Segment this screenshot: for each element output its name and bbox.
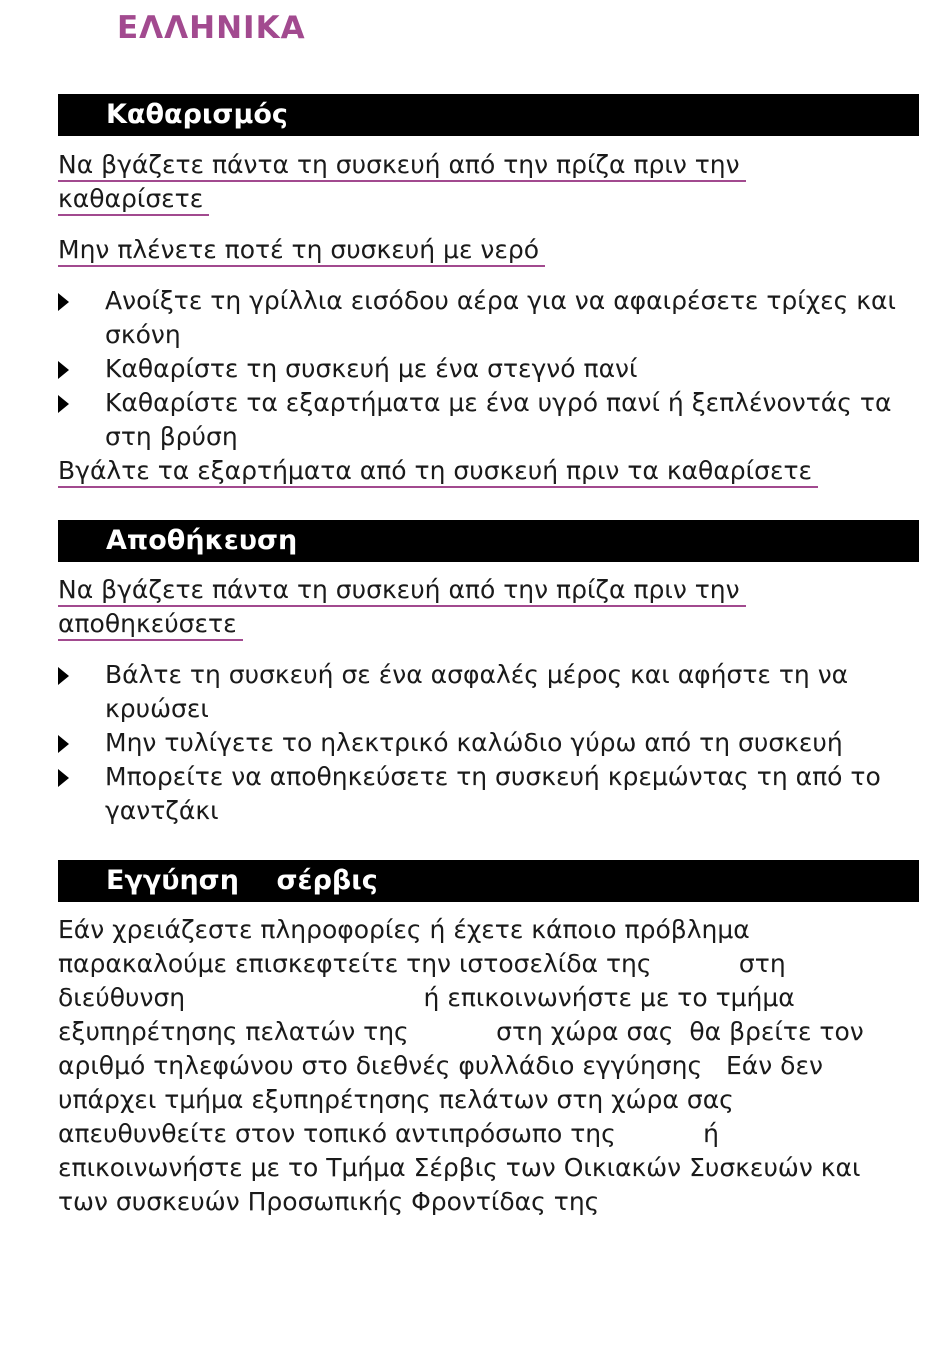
bullet-icon <box>58 293 69 311</box>
bullet-icon <box>58 395 69 413</box>
list-item-text: Καθαρίστε τη συσκευή με ένα στεγνό πανί <box>105 354 638 383</box>
language-title: ΕΛΛΗΝΙΚΑ <box>117 10 306 46</box>
cleaning-warning-line-2: καθαρίσετε <box>58 184 209 216</box>
list-item <box>58 386 928 454</box>
storage-steps-list <box>58 658 928 828</box>
bullet-icon <box>58 667 69 685</box>
cleaning-steps-list <box>58 284 928 454</box>
list-item-text: Καθαρίστε τα εξαρτήματα με ένα υγρό πανί ή ξεπλένοντάς τα στη βρύση <box>105 388 892 451</box>
bullet-icon <box>58 769 69 787</box>
cleaning-warning-water-text: Μην πλένετε ποτέ τη συσκευή με νερό <box>58 235 545 267</box>
list-item <box>58 726 928 760</box>
paragraph-line: παρακαλούμε επισκεφτείτε την ιστοσελίδα της στη <box>58 949 786 978</box>
storage-warning-unplug <box>58 573 746 641</box>
section-header-guarantee-text: Εγγύηση σέρβις <box>106 865 378 896</box>
list-item-text: Μπορείτε να αποθηκεύσετε τη συσκευή κρεμώντας τη από το γαντζάκι <box>105 762 881 825</box>
paragraph-line: απευθυνθείτε στον τοπικό αντιπρόσωπο της ή <box>58 1119 720 1148</box>
cleaning-warning-water <box>58 233 545 267</box>
section-header-storage: Αποθήκευση <box>58 520 919 562</box>
list-item <box>58 284 928 352</box>
list-item <box>58 760 928 828</box>
cleaning-warning-unplug <box>58 148 746 216</box>
paragraph-line: επικοινωνήστε με το Τμήμα Σέρβις των Οικιακών Συσκευών και <box>58 1153 861 1182</box>
paragraph-line: υπάρχει τμήμα εξυπηρέτησης πελάτων στη χώρα σας <box>58 1085 734 1114</box>
guarantee-paragraph <box>58 913 938 1219</box>
paragraph-line: αριθμό τηλεφώνου στο διεθνές φυλλάδιο εγγύησης Εάν δεν <box>58 1051 823 1080</box>
section-header-guarantee <box>58 860 919 902</box>
cleaning-note-text: Βγάλτε τα εξαρτήματα από τη συσκευή πριν τα καθαρίσετε <box>58 456 818 488</box>
section-header-cleaning: Καθαρισμός <box>58 94 919 136</box>
paragraph-line: διεύθυνση ή επικοινωνήστε με το τμήμα <box>58 983 795 1012</box>
list-item-text: Ανοίξτε τη γρίλλια εισόδου αέρα για να αφαιρέσετε τρίχες και σκόνη <box>105 286 896 349</box>
storage-warning-line-1: Να βγάζετε πάντα τη συσκευή από την πρίζα πριν την <box>58 575 746 607</box>
bullet-icon <box>58 361 69 379</box>
paragraph-line: των συσκευών Προσωπικής Φροντίδας της <box>58 1187 600 1216</box>
list-item-text: Μην τυλίγετε το ηλεκτρικό καλώδιο γύρω από τη συσκευή <box>105 728 843 757</box>
paragraph-line: εξυπηρέτησης πελατών της στη χώρα σας θα βρείτε τον <box>58 1017 864 1046</box>
bullet-icon <box>58 735 69 753</box>
list-item-text: Βάλτε τη συσκευή σε ένα ασφαλές μέρος και αφήστε τη να κρυώσει <box>105 660 849 723</box>
paragraph-line: Εάν χρειάζεστε πληροφορίες ή έχετε κάποιο πρόβλημα <box>58 915 750 944</box>
list-item <box>58 352 928 386</box>
cleaning-warning-line-1: Να βγάζετε πάντα τη συσκευή από την πρίζα πριν την <box>58 150 746 182</box>
list-item <box>58 658 928 726</box>
storage-warning-line-2: αποθηκεύσετε <box>58 609 243 641</box>
cleaning-note <box>58 454 818 488</box>
